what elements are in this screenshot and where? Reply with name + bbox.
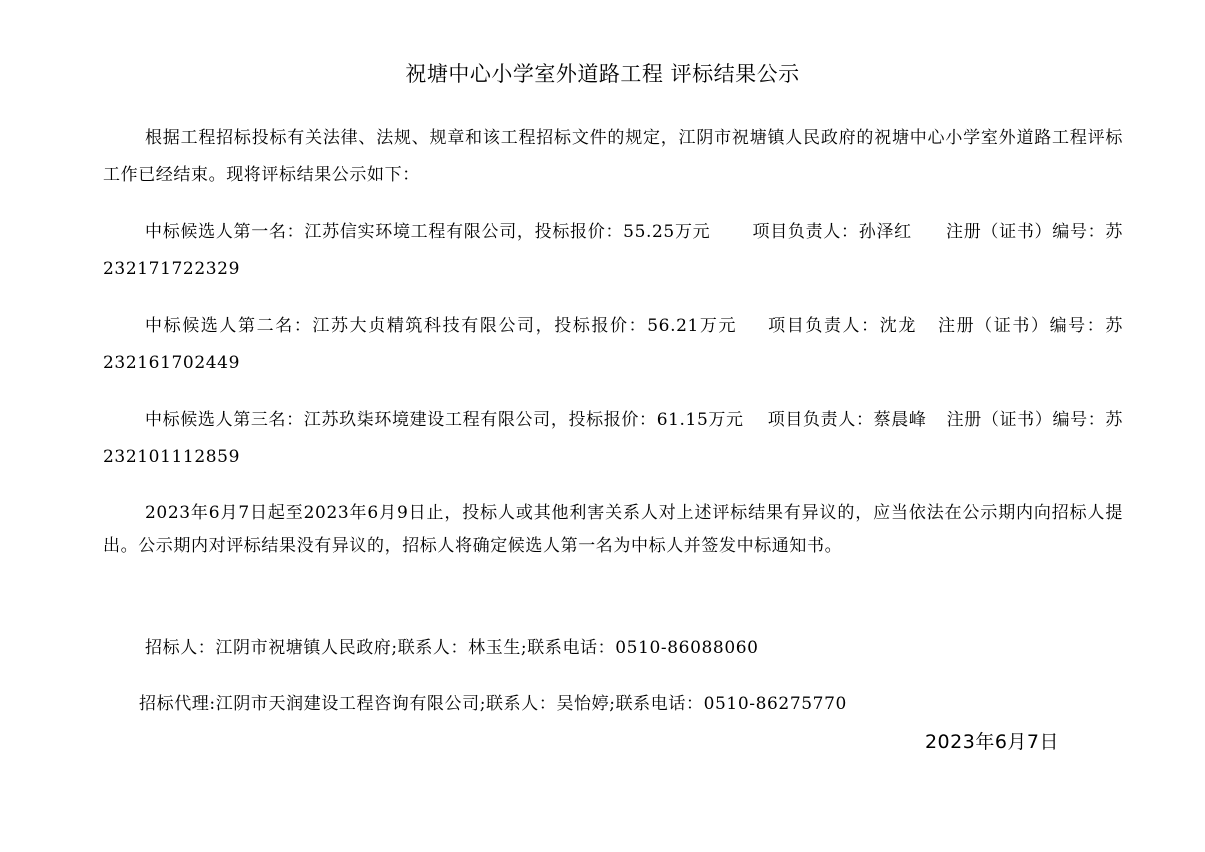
candidate-third-register: 注册（证书）编号：苏 232101112859 bbox=[103, 410, 1124, 467]
page-title: 祝塘中心小学室外道路工程 评标结果公示 bbox=[405, 62, 800, 86]
tenderer-contact: 招标人：江阴市祝塘镇人民政府;联系人：林玉生;联系电话：0510-86088060 bbox=[145, 638, 759, 658]
candidate-second-register: 注册（证书）编号：苏 232161702449 bbox=[103, 316, 1123, 373]
candidate-third-rank-price: 中标候选人第三名：江苏玖柒环境建设工程有限公司，投标报价：61.15万元 bbox=[145, 410, 744, 430]
candidate-first-rank-price: 中标候选人第一名：江苏信实环境工程有限公司，投标报价：55.25万元 bbox=[145, 222, 711, 242]
candidate-third-manager: 项目负责人：蔡晨峰 bbox=[767, 410, 927, 430]
objection-notice-paragraph: 2023年6月7日起至2023年6月9日止，投标人或其他利害关系人对上述评标结果有异议的，应当依法在公示期内向招标人提出。公示期内对评标结果没有异议的，招标人将确定候选人第一名为中标人并签发中标通知书。 bbox=[103, 503, 1123, 556]
publication-date: 2023年6月7日 bbox=[924, 731, 1059, 753]
candidate-first-paragraph bbox=[103, 214, 1123, 288]
candidate-second-manager: 项目负责人：沈龙 bbox=[767, 316, 917, 336]
candidate-first-manager: 项目负责人：孙泽红 bbox=[752, 222, 912, 242]
intro-paragraph: 根据工程招标投标有关法律、法规、规章和该工程招标文件的规定，江阴市祝塘镇人民政府的祝塘中心小学室外道路工程评标工作已经结束。现将评标结果公示如下： bbox=[103, 128, 1123, 185]
agent-contact: 招标代理:江阴市天润建设工程咨询有限公司;联系人：吴怡婷;联系电话：0510-86275770 bbox=[139, 694, 847, 714]
candidate-third-paragraph bbox=[103, 402, 1123, 476]
candidate-second-rank-price: 中标候选人第二名：江苏大贞精筑科技有限公司，投标报价：56.21万元 bbox=[145, 316, 738, 336]
candidate-first-register: 注册（证书）编号：苏 232171722329 bbox=[103, 222, 1123, 279]
candidate-second-paragraph bbox=[103, 308, 1123, 382]
